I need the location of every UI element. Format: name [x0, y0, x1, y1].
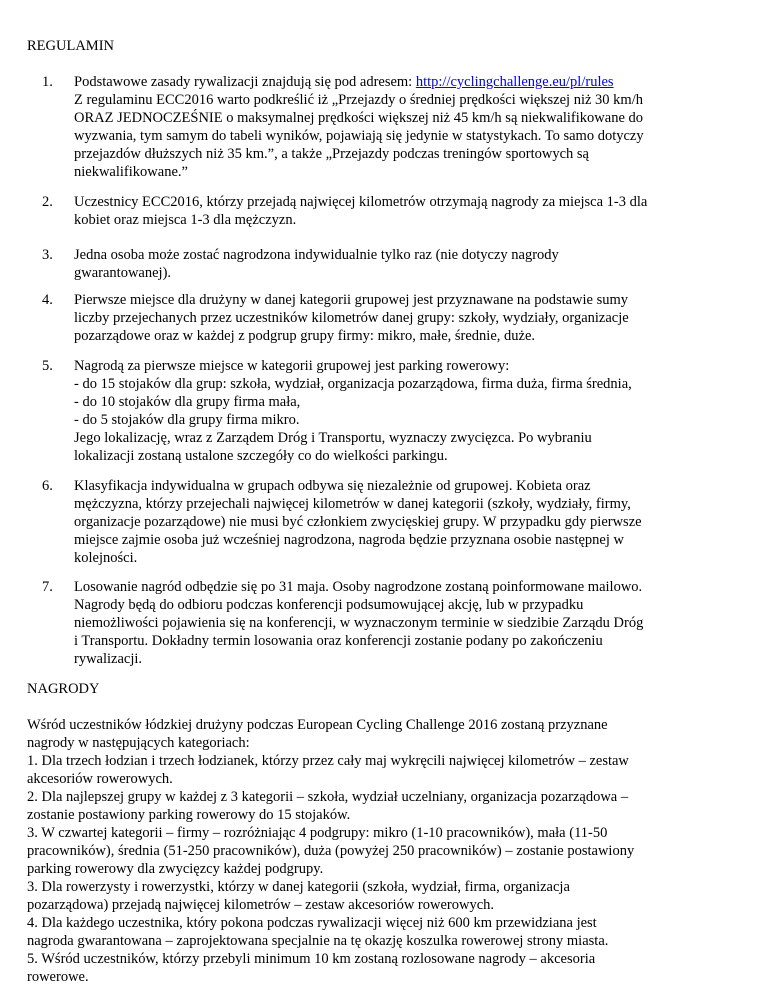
nagrody-line: 1. Dla trzech łodzian i trzech łodzianek, którzy przez cały maj wykręcili najwięcej kilometrów – zestaw	[27, 753, 629, 769]
rule-line	[74, 73, 644, 91]
rule-number: 1.	[42, 74, 53, 90]
nagrody-line: nagrody w następujących kategoriach:	[27, 735, 250, 751]
nagrody-line: 2. Dla najlepszej grupy w każdej z 3 kategorii – szkoła, wydział uczelniany, organizacja pozarządowa –	[27, 789, 629, 805]
rule-number: 5.	[42, 358, 53, 374]
rule-line: Jedna osoba może zostać nagrodzona indywidualnie tylko raz (nie dotyczy nagrody	[74, 247, 559, 263]
rule-line: gwarantowanej).	[74, 265, 172, 281]
nagrody-line: 3. W czwartej kategorii – firmy – rozróżniając 4 podgrupy: mikro (1-10 pracowników), mała (11-50	[27, 825, 608, 841]
nagrody-line: 5. Wśród uczestników, którzy przebyli minimum 10 km zostaną rozlosowane nagrody – akcesoria	[27, 951, 596, 967]
rule-line: wyzwania, tym samym do tabeli wyników, pojawiają się jedynie w statystykach. To samo dotyczy	[74, 128, 644, 144]
rule-line: Jego lokalizację, wraz z Zarządem Dróg i Transportu, wyznaczy zwycięzca. Po wybraniu	[74, 430, 592, 446]
nagrody-line: pracowników), średnia (51-250 pracowników), duża (powyżej 250 pracowników) – zostanie postawiony	[27, 843, 635, 859]
rule-line-text: Podstawowe zasady rywalizacji znajdują się pod adresem:	[74, 74, 416, 90]
rule-line: przejazdów dłuższych niż 35 km.”, a także „Przejazdy podczas treningów sportowych są	[74, 146, 589, 162]
nagrody-line: parking rowerowy dla zwycięzcy każdej podgrupy.	[27, 861, 324, 877]
rule-line: Uczestnicy ECC2016, którzy przejadą najwięcej kilometrów otrzymają nagrody za miejsca 1-3 dla	[74, 194, 648, 210]
rule-line: rywalizacji.	[74, 651, 143, 667]
rule-line: niemożliwości pojawienia się na konferencji, w wyznaczonym terminie w siedzibie Zarządu Dróg	[74, 615, 644, 631]
rule-line: ORAZ JEDNOCZEŚNIE o maksymalnej prędkości większej niż 45 km/h są niekwalifikowane do	[74, 110, 644, 126]
rule-line: kolejności.	[74, 550, 138, 566]
rule-line: organizacje pozarządowe) nie musi być członkiem zwycięskiej grupy. W przypadku gdy pierwsze	[74, 514, 642, 530]
rule-line: - do 5 stojaków dla grupy firma mikro.	[74, 412, 300, 428]
rule-line: liczby przejechanych przez uczestników kilometrów danej grupy: szkoły, wydziały, organizacje	[74, 310, 629, 326]
rule-line: kobiet oraz miejsca 1-3 dla mężczyzn.	[74, 212, 297, 228]
rules-link[interactable]: http://cyclingchallenge.eu/pl/rules	[415, 74, 614, 90]
nagrody-line: 3. Dla rowerzysty i rowerzystki, którzy w danej kategorii (szkoła, wydział, firma, organizacja	[27, 879, 570, 895]
rule-line: - do 15 stojaków dla grup: szkoła, wydział, organizacja pozarządowa, firma duża, firma średnia,	[74, 376, 632, 392]
rule-line: Nagrody będą do odbioru podczas konferencji podsumowującej akcję, lub w przypadku	[74, 597, 584, 613]
rule-line: Losowanie nagród odbędzie się po 31 maja. Osoby nagrodzone zostaną poinformowane mailowo.	[74, 579, 643, 595]
rule-number: 6.	[42, 478, 53, 494]
rule-number: 3.	[42, 247, 53, 263]
regulamin-heading: REGULAMIN	[27, 38, 114, 54]
rule-line: lokalizacji zostaną ustalone szczegóły co do wielkości parkingu.	[74, 448, 448, 464]
rule-line: Nagrodą za pierwsze miejsce w kategorii grupowej jest parking rowerowy:	[74, 358, 510, 374]
rule-line: - do 10 stojaków dla grupy firma mała,	[74, 394, 301, 410]
rule-line: Klasyfikacja indywidualna w grupach odbywa się niezależnie od grupowej. Kobieta oraz	[74, 478, 591, 494]
rule-number: 2.	[42, 194, 53, 210]
rule-line: miejsce zajmie osoba już wcześniej nagrodzona, nagroda będzie przyznana osobie następnej w	[74, 532, 624, 548]
rule-line: niekwalifikowane.”	[74, 164, 188, 180]
nagrody-line: rowerowe.	[27, 969, 89, 985]
rule-line: mężczyzna, którzy przejechali najwięcej kilometrów w danej kategorii (szkoły, wydziały, firmy,	[74, 496, 631, 512]
nagrody-line: akcesoriów rowerowych.	[27, 771, 173, 787]
nagrody-line: nagroda gwarantowana – zaprojektowana specjalnie na tę okazję koszulka rowerowej strony miasta.	[27, 933, 609, 949]
rule-number: 4.	[42, 292, 53, 308]
rule-number: 7.	[42, 579, 53, 595]
nagrody-line: pozarządowa) przejadą najwięcej kilometrów – zestaw akcesoriów rowerowych.	[27, 897, 495, 913]
nagrody-paragraph	[27, 716, 634, 986]
nagrody-line: zostanie postawiony parking rowerowy do 15 stojaków.	[27, 807, 351, 823]
rule-line: Pierwsze miejsce dla drużyny w danej kategorii grupowej jest przyznawane na podstawie sumy	[74, 292, 629, 308]
rule-line: pozarządowe oraz w każdej z podgrup grupy firmy: mikro, małe, średnie, duże.	[74, 328, 536, 344]
rule-line: i Transportu. Dokładny termin losowania oraz konferencji zostanie podany po zakończeniu	[74, 633, 603, 649]
nagrody-heading: NAGRODY	[27, 681, 100, 697]
nagrody-line: 4. Dla każdego uczestnika, który pokona podczas rywalizacji więcej niż 600 km przewidziana jest	[27, 915, 597, 931]
nagrody-line: Wśród uczestników łódzkiej drużyny podczas European Cycling Challenge 2016 zostaną przyznane	[27, 717, 608, 733]
rule-line: Z regulaminu ECC2016 warto podkreślić iż „Przejazdy o średniej prędkości większej niż 30 km/h	[74, 92, 643, 108]
